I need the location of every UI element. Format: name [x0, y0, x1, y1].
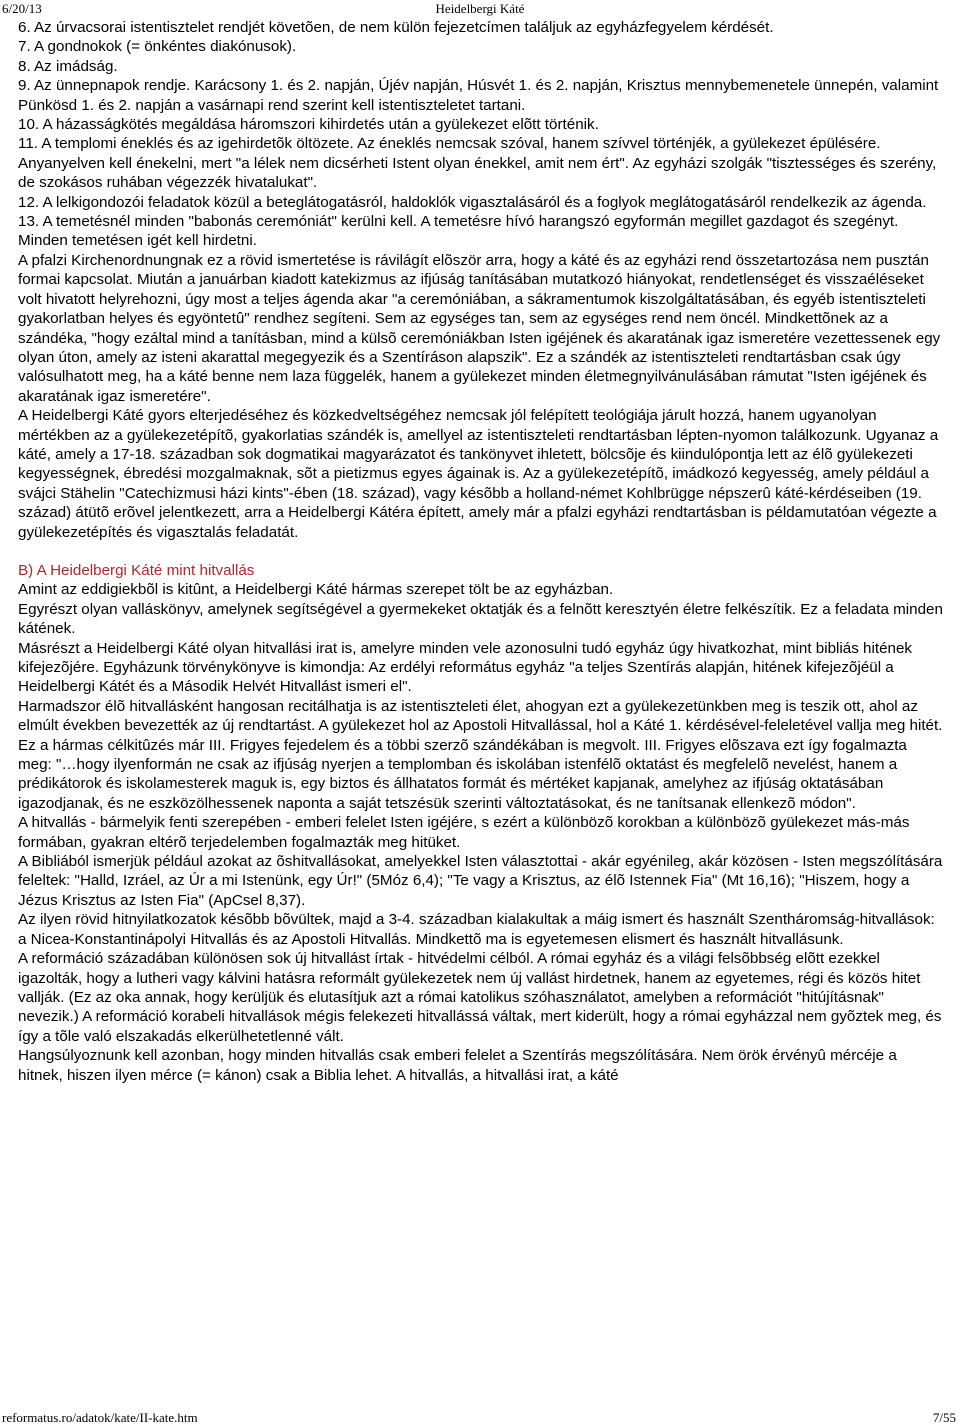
paragraph: 6. Az úrvacsorai istentisztelet rendjét követõen, de nem külön fejezetcímen találjuk az egyházfegyelem kérdését. [18, 19, 774, 36]
section-heading: B) A Heidelbergi Káté mint hitvallás [18, 561, 255, 579]
paragraph: 13. A temetésnél minden "babonás ceremóniát" kerülni kell. A temetésre hívó harangszó egyformán megillet gazdagot és szegényt. Minden temetésen igét kell hirdetni. [18, 213, 899, 250]
paragraph: A reformáció századában különösen sok új hitvallást írtak - hitvédelmi célból. A római egyház és a világi felsõbbség elõtt ezekkel igazolták, hogy a lutheri vagy kálvini hatásra reformált gyülekezetek nem új vallást hirdetnek, hanem az egyetemes, régi és közös hitet vallják. (Ez az oka annak, hogy kerüljük és elutasítjuk azt a római katolikus szóhasználatot, amelyben a reformációt "hitújításnak" nevezik.) A reformáció korabeli hitvallások mégis felekezeti hitvallássá váltak, mert kiderült, hogy a római egyházzal nem gyõztek meg, és így a tõle való elszakadás elkerülhetetlenné vált. [18, 950, 942, 1045]
paragraph: 9. Az ünnepnapok rendje. Karácsony 1. és 2. napján, Újév napján, Húsvét 1. és 2. napján, Krisztus mennybemenetele ünnepén, valamint Pünkösd 1. és 2. napján a vasárnapi rend szerint kell istentiszteletet tartani. [18, 77, 939, 114]
paragraph: 12. A lelkigondozói feladatok közül a beteglátogatásról, haldoklók vigasztalásáról és a foglyok meglátogatásáról rendelkezik az ágenda. [18, 193, 927, 211]
paragraph: A Bibliából ismerjük például azokat az õshitvallásokat, amelyekkel Isten választottai - akár egyénileg, akár közösen - Isten megszólítására feleltek: "Halld, Izráel, az Úr a mi Istenünk, egy Úr!" (5Móz 6,4); "Te vagy a Krisztus, az élõ Istennek Fia" (Mt 16,16); "Hiszem, hogy a Jézus Krisztus az Isten Fia" (ApCsel 8,37). [18, 853, 943, 909]
paragraph: Az ilyen rövid hitnyilatkozatok késõbb bõvültek, majd a 3-4. században kialakultak a máig ismert és használt Szentháromság-hitvallások: a Nicea-Konstantinápolyi Hitvallás és az Apostoli Hitvallás. Mindkettõ ma is egyetemesen elismert és használt hitvallásunk. [18, 911, 935, 948]
paragraph: Másrészt a Heidelbergi Káté olyan hitvallási irat is, amelyre minden vele azonosulni tudó egyház úgy hivatkozhat, mint bibliás hitének kifejezõjére. Egyházunk törvénykönyve is kimondja: Az erdélyi református egyház "a teljes Szentírás alapján, hitének kifejezõjéül a Heidelbergi Kátét és a Második Helvét Hitvallást ismeri el". [18, 639, 913, 696]
page-footer [0, 1408, 960, 1426]
paragraph: 10. A házasságkötés megáldása háromszori kihirdetés után a gyülekezet elõtt történik. [18, 116, 599, 134]
paragraph: Ez a hármas célkitûzés már III. Frigyes fejedelem és a többi szerzõ szándékában is megvolt. III. Frigyes elõszava ezt így fogalmazta meg: "…hogy ilyenformán ne csak az ifjúság nyerjen a templomban és iskolában istenfélõ oktatást és megfelelõ nevelést, hanem a prédikátorok és iskolamesterek maguk is, egy biztos és állhatatos formát és mértéket kapjanak, amelyhez az ifjúság oktatásában igazodjanak, és ne eszközölhessenek naponta a saját tetszésük szerinti változtatásokat, és ne tanítsanak ellenkezõ módon". [18, 736, 907, 812]
source-url: reformatus.ro/adatok/kate/II-kate.htm [2, 1410, 198, 1425]
paragraph: Harmadszor élõ hitvallásként hangosan recitálhatja is az istentiszteleti élet, ahogyan ezt a gyülekezetünkben meg is teszik ott, ahol az elmúlt években bevezették az új rendtartást. A gyülekezet hol az Apostoli Hitvallással, hol a Káté 1. kérdésével-feleletével vallja meg hitét. [18, 697, 943, 735]
page-number: 7/55 [932, 1410, 956, 1425]
print-date: 6/20/13 [2, 1, 42, 16]
paragraph: Amint az eddigiekbõl is kitûnt, a Heidelbergi Káté hármas szerepet tölt be az egyházban. [18, 581, 614, 599]
paragraph: A Heidelbergi Káté gyors elterjedéséhez és közkedveltségéhez nemcsak jól felépített teológiája járult hozzá, hanem ugyanolyan mértékben az a gyülekezetépítõ, gyakorlatias szándék is, amellyel az istentiszteleti rendtartásban lépten-nyomon találkozunk. Ugyanaz a káté, amely a 17-18. században sok dogmatikai magyarázatot és tankönyvet ihletett, bölcsõje és kiindulópontja lett az élõ gyülekezeti kegyességnek, ébredési mozgalmaknak, sõt a pietizmus egyes ágainak is. Az a gyülekezetépítõ, imádkozó kegyesség, amely például a svájci Stähelin "Catechizmusi házi kints"-ében (18. század), vagy késõbb a holland-német Kohlbrügge népszerû káté-kérdéseiben (19. század) átütõ erõvel jelentkezett, arra a Heidelbergi Kátéra épített, amely már a pfalzi egyházi rendtartásban is példamutatóan végezte a gyülekezetépítés és vigasztalás feladatát. [18, 407, 939, 541]
paragraph: A pfalzi Kirchenordnungnak ez a rövid ismertetése is rávilágít elõször arra, hogy a káté és az egyházi rend összetartozása nem pusztán formai kapcsolat. Miután a januárban kiadott katekizmus az ifjúság tanításában mutatkozó hiányokat, rendetlenséget és visszaéléseket volt hivatott helyrehozni, úgy most a teljes ágenda akar "a ceremóniában, a sákramentumok kiszolgáltatásában, és egyéb istentiszteleti gyakorlatban helyes és egyöntetû" rendhez segíteni. Sem az egységes tan, sem az egységes rend nem öncél. Mindkettõnek az a szándéka, "hogy ezáltal mind a tanításban, mind a külsõ ceremóniákban Isten igéjének és akaratának igaz ismeretére vezettessenek egy olyan úton, amely az isteni akarattal megegyezik és a Szentíráson alapszik". Ez a szándék az istentiszteleti rendtartásban csak úgy valósulhatott meg, ha a káté benne nem laza függelék, hanem a gyülekezet minden életmegnyilvánulásában rámutat "Isten igéjének és akaratának igaz ismeretére". [18, 251, 941, 405]
paragraph: 8. Az imádság. [18, 57, 118, 75]
paragraph: Egyrészt olyan valláskönyv, amelynek segítségével a gyermekeket oktatják és a felnõtt keresztyén életre felkészítik. Ez a feladata minden kátének. [18, 600, 943, 638]
paragraph: Hangsúlyoznunk kell azonban, hogy minden hitvallás csak emberi felelet a Szentírás megszólítására. Nem örök érvényû mércéje a hitnek, hiszen ilyen mérce (= kánon) csak a Biblia lehet. A hitvallás, a hitvallási irat, a káté [18, 1047, 897, 1084]
page-header [0, 0, 960, 18]
page-title: Heidelbergi Káté [435, 1, 525, 16]
paragraph: 7. A gondnokok (= önkéntes diakónusok). [18, 38, 297, 56]
paragraph: 11. A templomi éneklés és az igehirdetõk öltözete. Az éneklés nemcsak szóval, hanem szívvel történjék, a gyülekezet épülésére. Anyanyelven kell énekelni, mert "a lélek nem dicsérheti Istent olyan énekkel, amit nem ért". Az egyházi szolgák "tisztességes és szerény, de szokásos ruhában végezzék hivatalukat". [18, 135, 937, 192]
paragraph: A hitvallás - bármelyik fenti szerepében - emberi felelet Isten igéjére, s ezért a különbözõ korokban a különbözõ gyülekezet más-más formában, gyakran eltérõ terjedelemben fogalmazták meg hitüket. [18, 814, 910, 851]
document-body [18, 18, 943, 1085]
